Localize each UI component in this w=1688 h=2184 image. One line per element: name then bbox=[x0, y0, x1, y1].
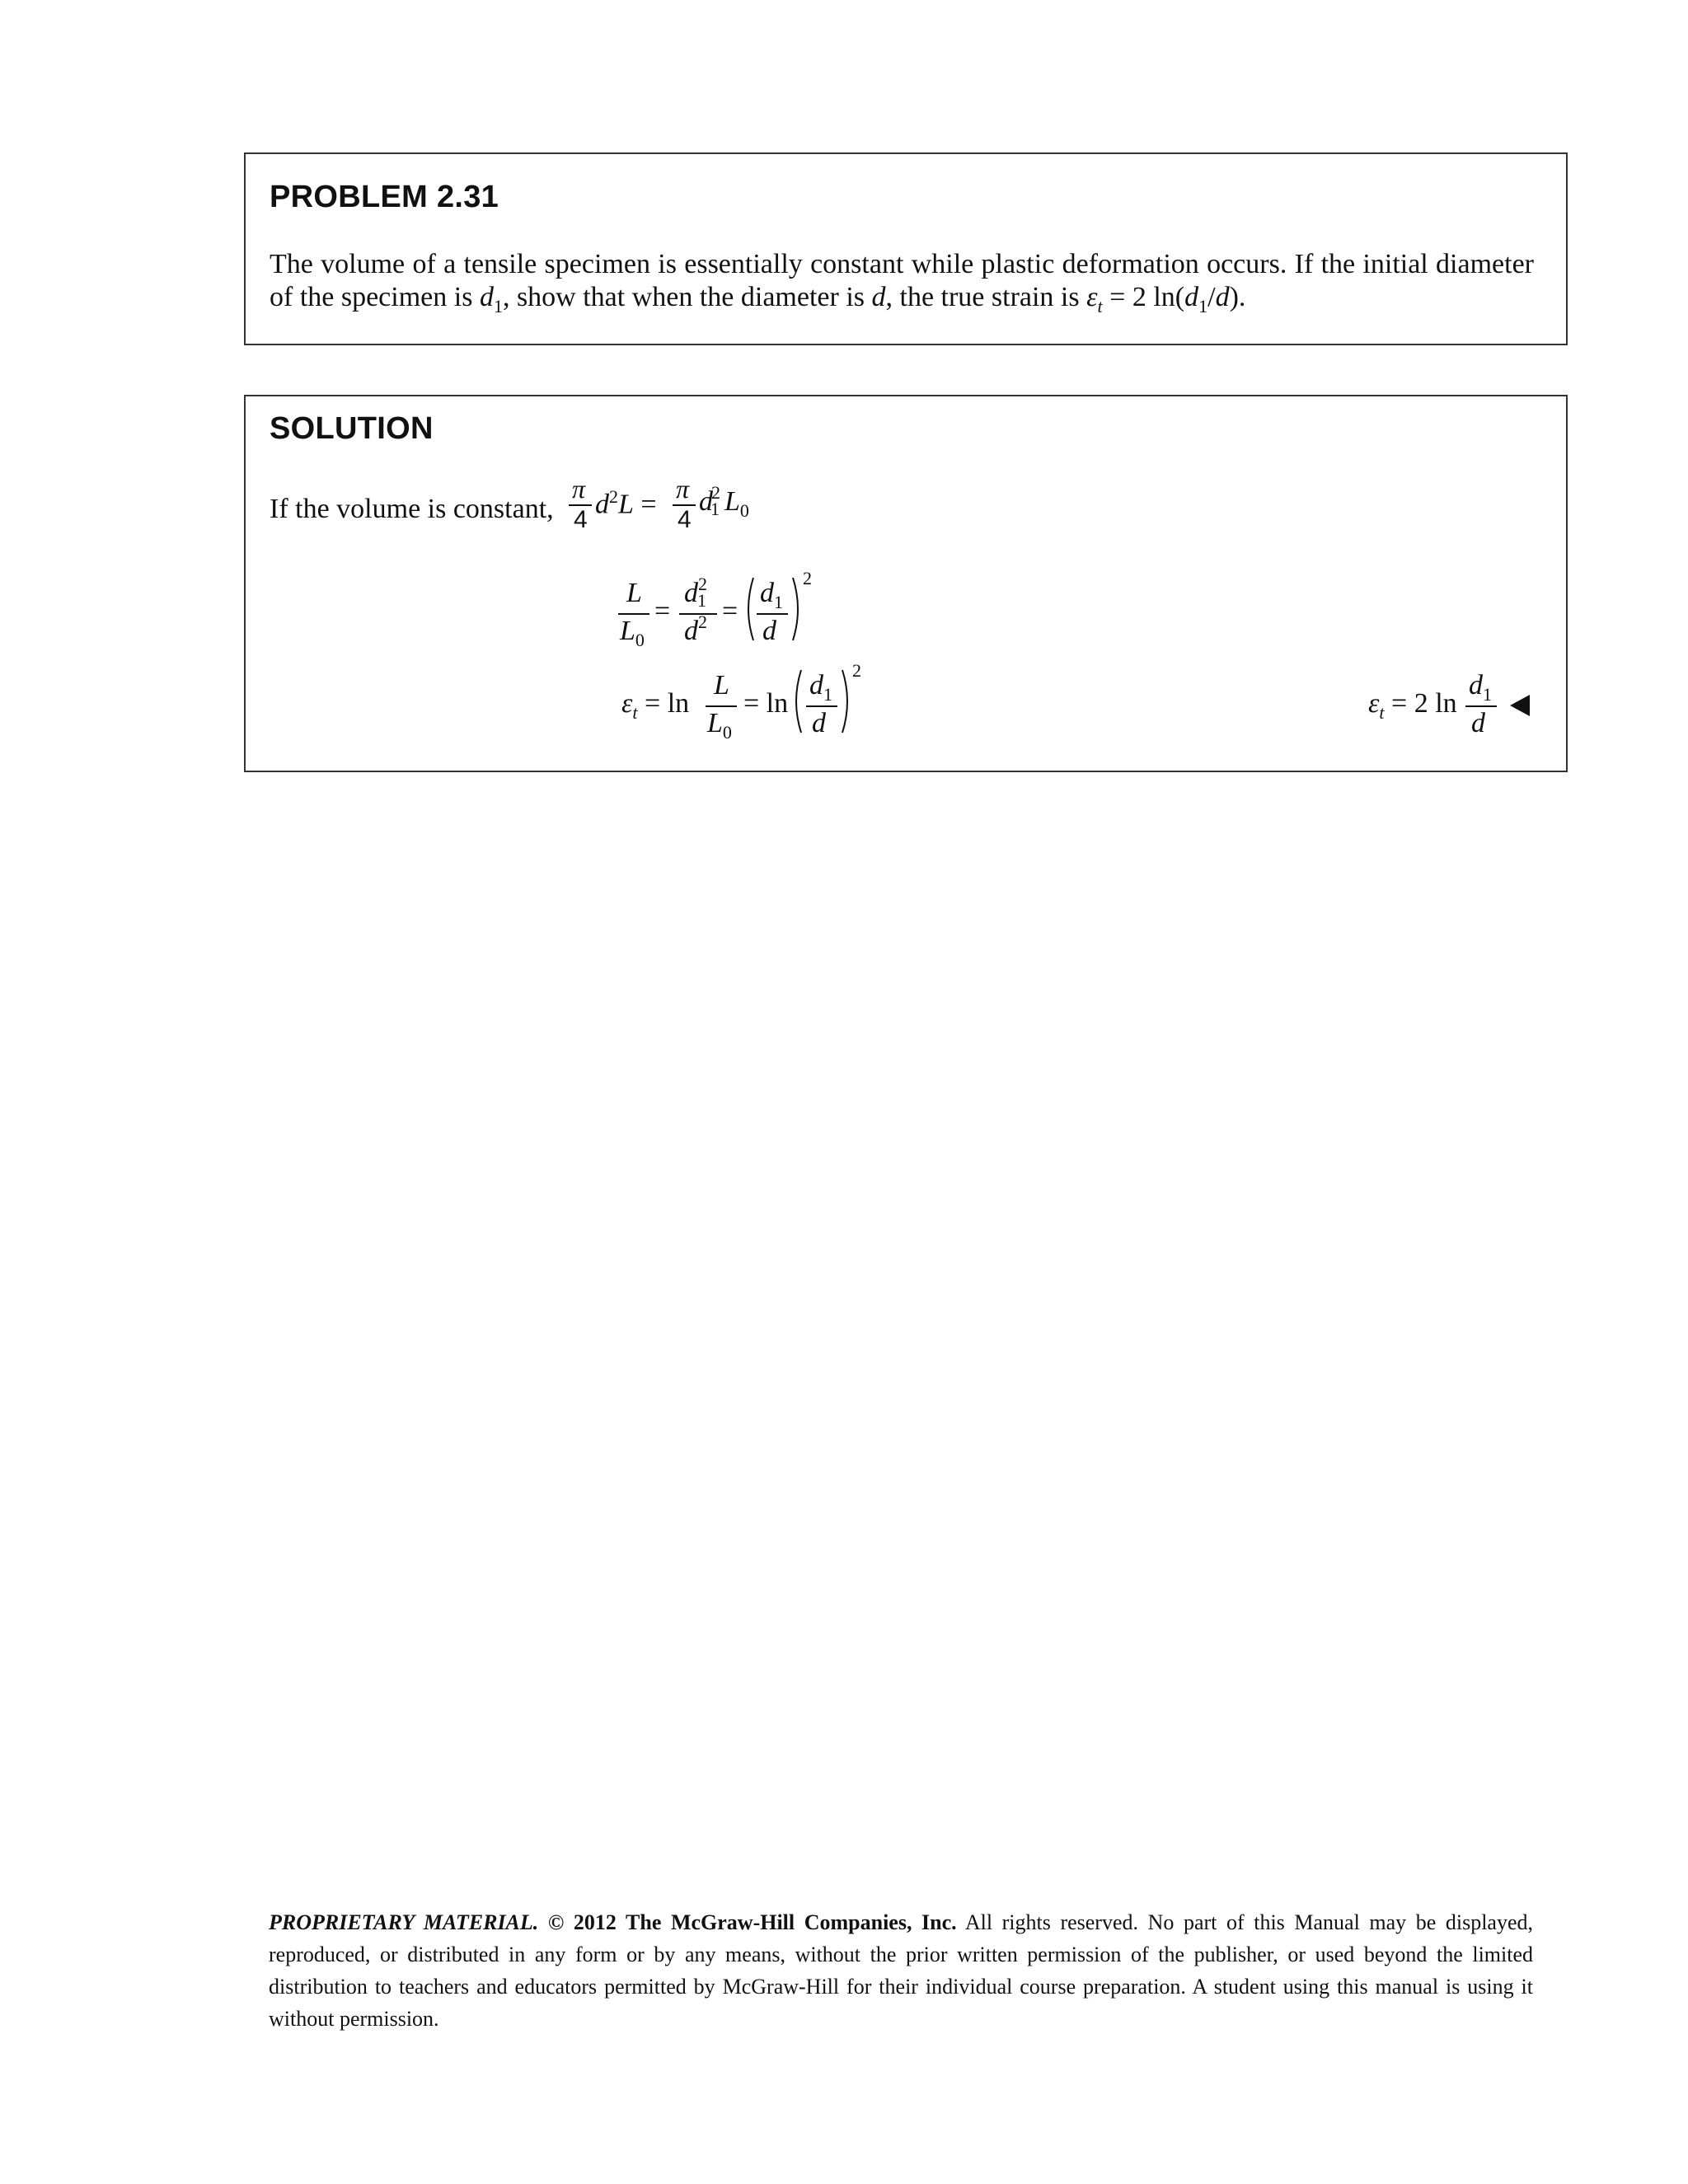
solution-intro: If the volume is constant, bbox=[270, 494, 554, 524]
problem-statement: The volume of a tensile specimen is essentially constant while plastic deformation occurs. If the initial diameter of the specimen is $d_1$, show that when the diameter is d, the true strain is $\varepsilon_t = 2$ $\ln(d_1/d)$. bbox=[270, 249, 1534, 316]
problem-box bbox=[244, 152, 1568, 345]
copyright-footer: PROPRIETARY MATERIAL. © 2012 The McGraw-Hill Companies, Inc. All rights reserved. No part of this Manual may be displayed, reproduced, or distributed in any form or by any means, without the prior written permission of the publisher, or used beyond the limited distribution to teachers and educators permitted by McGraw-Hill for their individual course preparation. A student using this manual is using it without permission. bbox=[269, 1910, 1534, 2031]
solution-heading: SOLUTION bbox=[270, 411, 434, 446]
true-strain-formula: $\varepsilon_t = 2$ $\ln(d_1/d)$. bbox=[1086, 282, 1246, 316]
answer-marker-icon bbox=[1508, 693, 1533, 718]
problem-heading: PROBLEM 2.31 bbox=[270, 180, 499, 214]
solution-box: SOLUTION If the volume is constant, π 4 $d^2L$ = π 4 $d^21$ $L_0$ L $L_0$ = $d^21$ $d^2$ = $d_1$ d 2 $\varepsilon_t = \ln$ L $L_0$ = ln $d_1$ d 2 $\varepsilon_t = 2$ ln $d_1$ d bbox=[244, 395, 1568, 772]
